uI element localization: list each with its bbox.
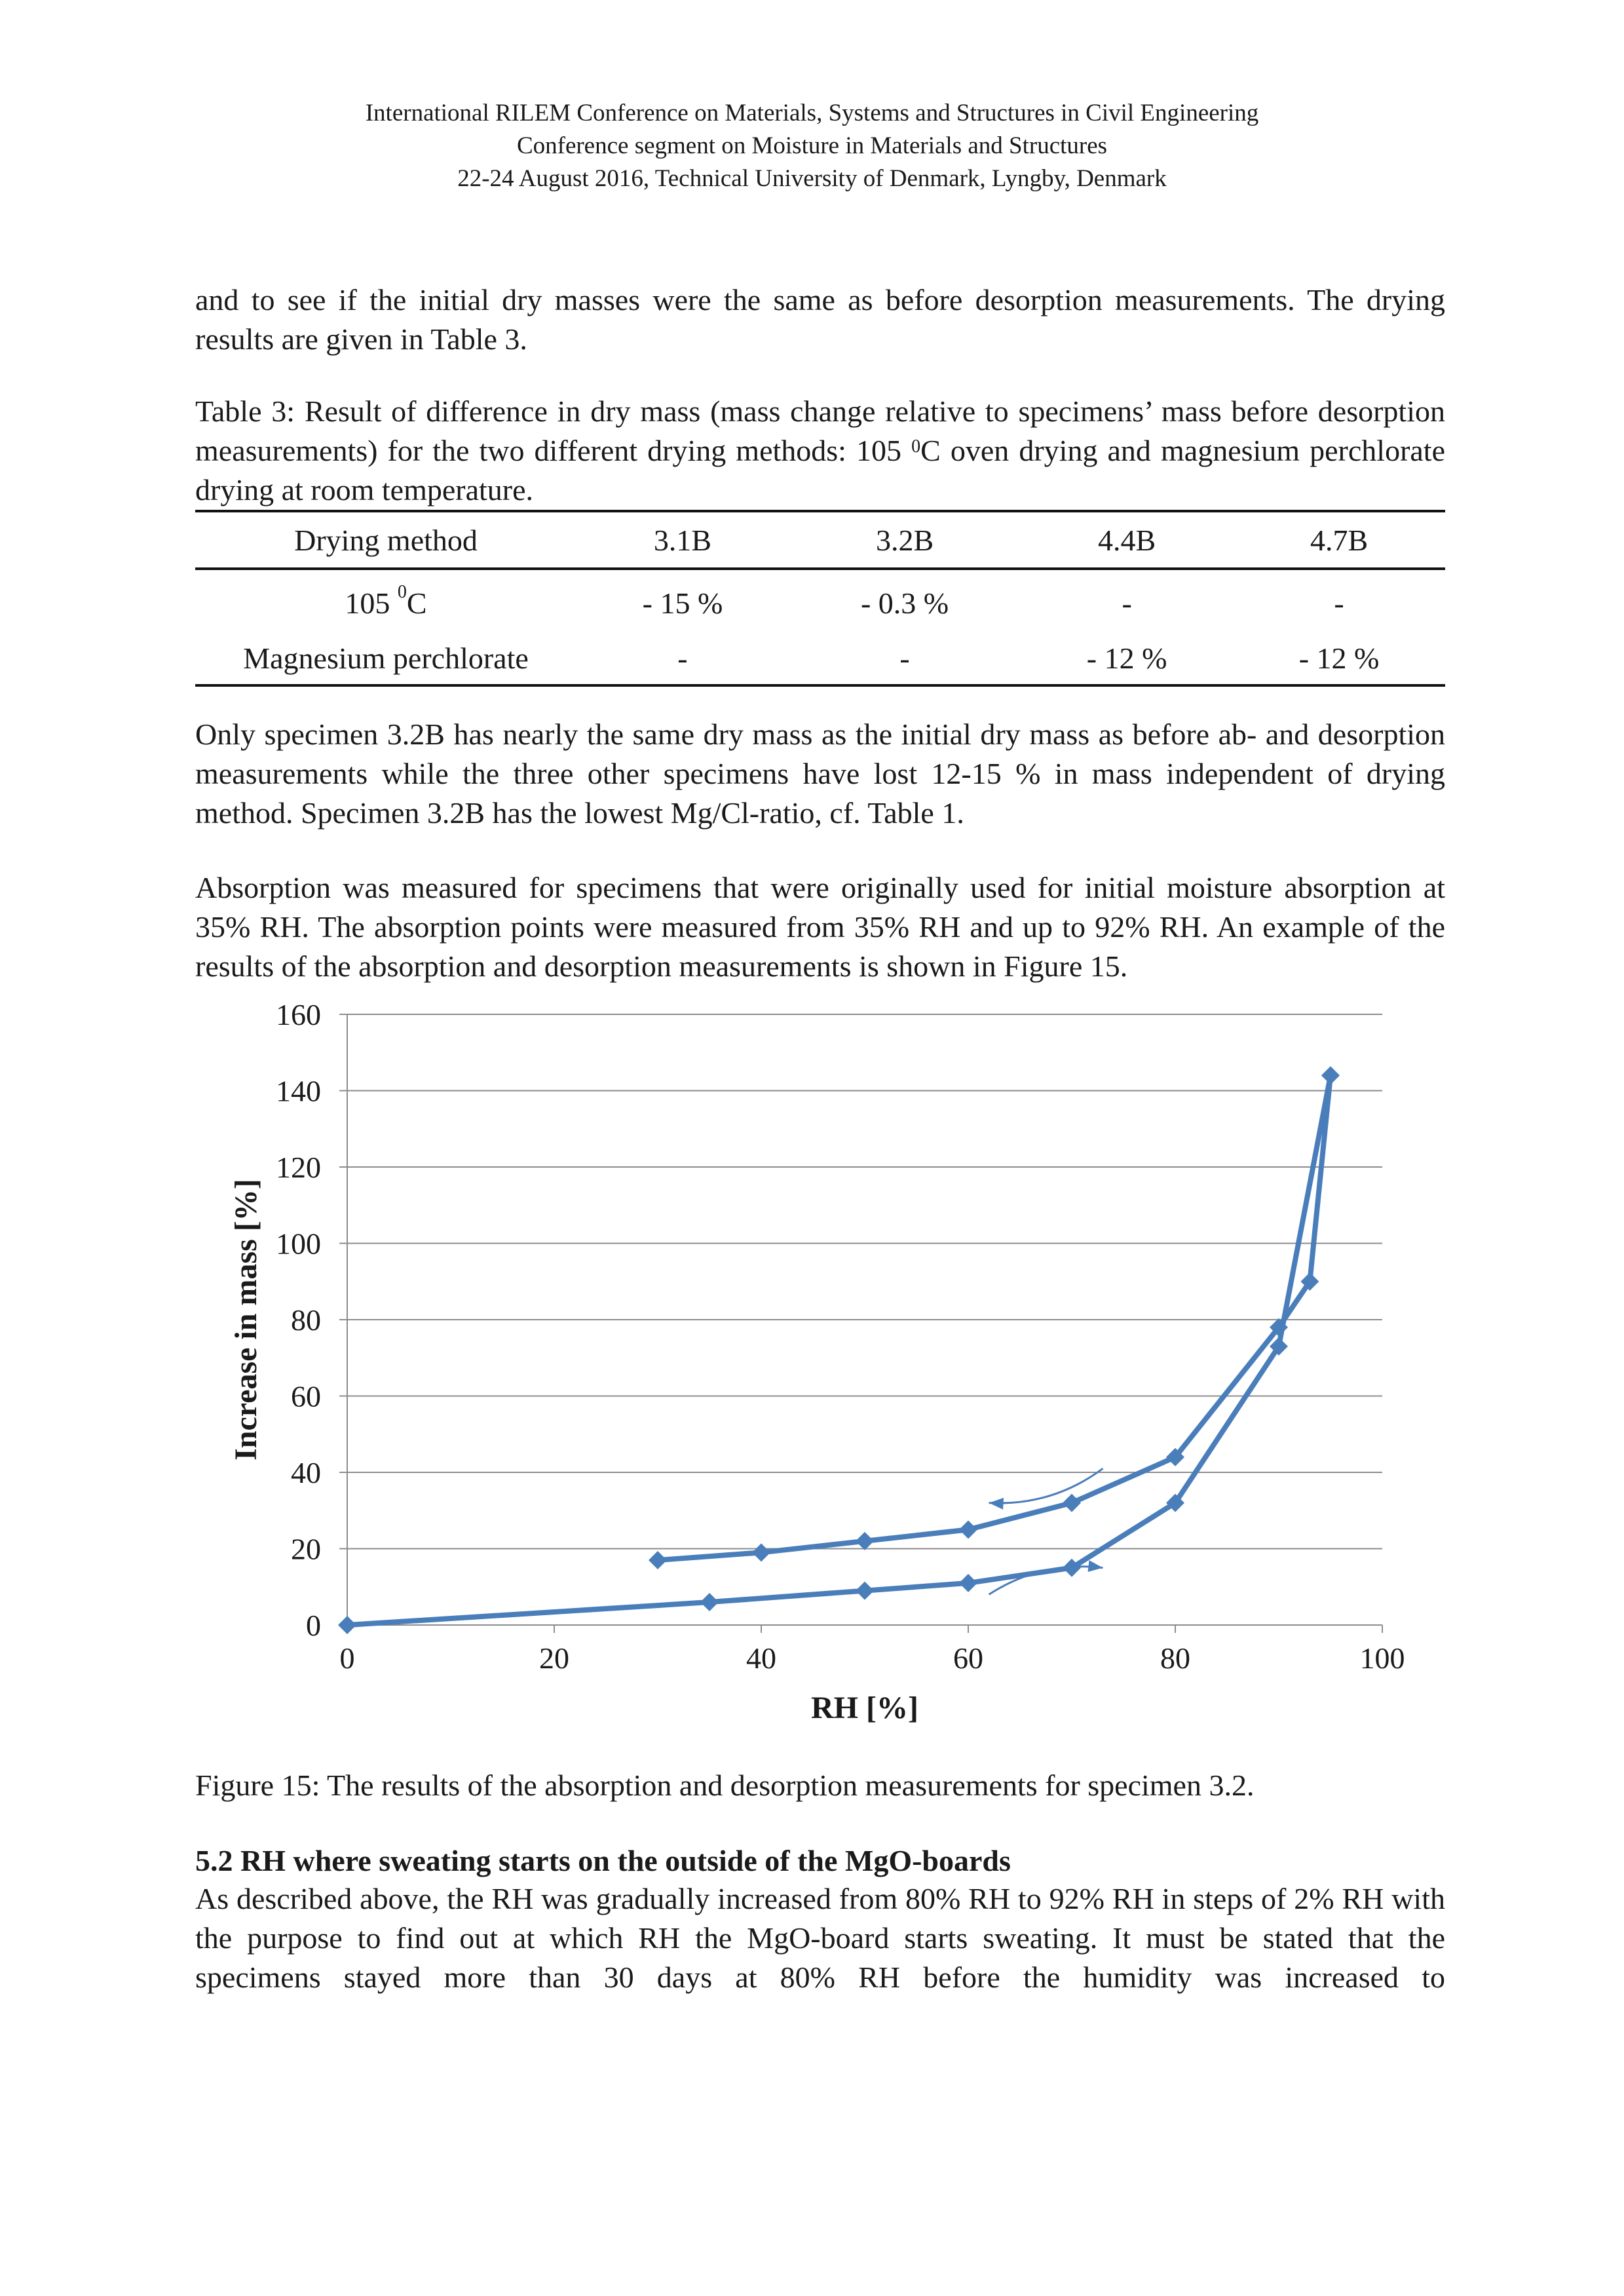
table-row <box>195 569 1445 632</box>
header-line-3: 22-24 August 2016, Technical University of Denmark, Lyngby, Denmark <box>457 165 1167 192</box>
table-header-cell: Drying method <box>195 511 576 569</box>
data-point <box>649 1551 667 1569</box>
table-header-cell: 4.4B <box>1021 511 1233 569</box>
paragraph-4: As described above, the RH was gradually increased from 80% RH to 92% RH in steps of 2% RH with the purpose to find out at which RH the MgO-board starts sweating. It must be stated that the specimens stayed more than 30 days at 80% RH before the humidity was increased to <box>195 1882 1445 1994</box>
chart-gridlines <box>347 1014 1382 1549</box>
x-tick-label: 20 <box>539 1641 569 1675</box>
y-tick-label: 60 <box>291 1379 321 1413</box>
y-tick-label: 80 <box>291 1303 321 1337</box>
figure-15-caption: Figure 15: The results of the absorption and desorption measurements for specimen 3.2. <box>195 1769 1255 1802</box>
table-cell: - <box>576 632 789 685</box>
y-tick-label: 0 <box>306 1609 321 1642</box>
paragraph-3: Absorption was measured for specimens that were originally used for initial moisture absorption at 35% RH. The absorption points were measured from 35% RH and up to 92% RH. An example of the results of the absorption and desorption measurements is shown in Figure 15. <box>195 871 1445 983</box>
x-tick-label: 60 <box>953 1641 983 1675</box>
x-tick-label: 0 <box>339 1641 355 1675</box>
paragraph-1: and to see if the initial dry masses were the same as before desorption measurements. The drying results are given in Table 3. <box>195 283 1445 356</box>
y-tick-label: 120 <box>276 1151 321 1184</box>
data-point <box>1063 1494 1081 1512</box>
paragraph-2: Only specimen 3.2B has nearly the same dry mass as the initial dry mass as before ab- and desorption measurements while the three other specimens have lost 12-15 % in mass independent of drying method. Specimen 3.2B has the lowest Mg/Cl-ratio, cf. Table 1. <box>195 718 1445 830</box>
table-cell: - 12 % <box>1021 632 1233 685</box>
data-point <box>856 1582 874 1600</box>
table-header-cell: 4.7B <box>1233 511 1445 569</box>
data-point <box>1321 1066 1340 1084</box>
direction-arrow <box>989 1567 1103 1595</box>
header-line-1: International RILEM Conference on Materials, Systems and Structures in Civil Engineering <box>365 100 1259 126</box>
table-header-cell: 3.2B <box>789 511 1021 569</box>
row-label-unit: C <box>406 586 427 620</box>
series-line-2 <box>658 1075 1331 1560</box>
row-label-sup: 0 <box>397 581 407 602</box>
direction-arrowhead <box>1088 1560 1103 1572</box>
section-heading: 5.2 RH where sweating starts on the outside of the MgO-boards <box>195 1844 1011 1877</box>
table-header-cell: 3.1B <box>576 511 789 569</box>
y-tick-label: 140 <box>276 1074 321 1108</box>
header-line-2: Conference segment on Moisture in Materials and Structures <box>516 132 1108 159</box>
table-cell: - 12 % <box>1233 632 1445 685</box>
y-axis-label: Increase in mass [%] <box>229 1179 264 1461</box>
data-point <box>700 1593 719 1611</box>
y-tick-label: 160 <box>276 998 321 1031</box>
table-3-caption <box>195 392 1445 510</box>
y-tick-label: 100 <box>276 1227 321 1261</box>
table-cell: - 0.3 % <box>860 586 949 620</box>
y-tick-label: 40 <box>291 1456 321 1489</box>
x-axis-label: RH [%] <box>811 1691 918 1725</box>
x-tick-label: 80 <box>1160 1641 1190 1675</box>
chart-tick-labels <box>276 998 1405 1675</box>
table-3 <box>195 510 1445 687</box>
page-header <box>0 97 1624 195</box>
table-cell: - <box>1122 586 1132 620</box>
y-tick-label: 20 <box>291 1532 321 1566</box>
table-header-row <box>195 511 1445 569</box>
data-point <box>959 1574 977 1592</box>
data-point <box>856 1532 874 1550</box>
direction-arrowhead <box>989 1498 1004 1510</box>
table-cell: - 15 % <box>642 586 723 620</box>
table-3-caption-post: C oven drying and magnesium perchlorate drying at room temperature. <box>195 434 1446 507</box>
table-row <box>195 632 1445 685</box>
table-3-caption-pre: Table 3: Result of difference in dry mass (mass change relative to specimens’ mass before desorption measurements) for the two different drying methods: 105 <box>195 394 1445 467</box>
table-row-label: Magnesium perchlorate <box>195 632 576 685</box>
row-label-text: 105 <box>345 586 398 620</box>
table-3-caption-sup: 0 <box>911 436 921 457</box>
table-cell: - <box>789 632 1021 685</box>
data-point <box>959 1520 977 1539</box>
data-point <box>338 1616 356 1634</box>
table-row-label <box>195 569 576 632</box>
table-cell: - <box>1334 586 1344 620</box>
data-point <box>752 1543 770 1561</box>
sorption-chart <box>216 989 1408 1743</box>
x-tick-label: 100 <box>1359 1641 1405 1675</box>
x-tick-label: 40 <box>746 1641 776 1675</box>
